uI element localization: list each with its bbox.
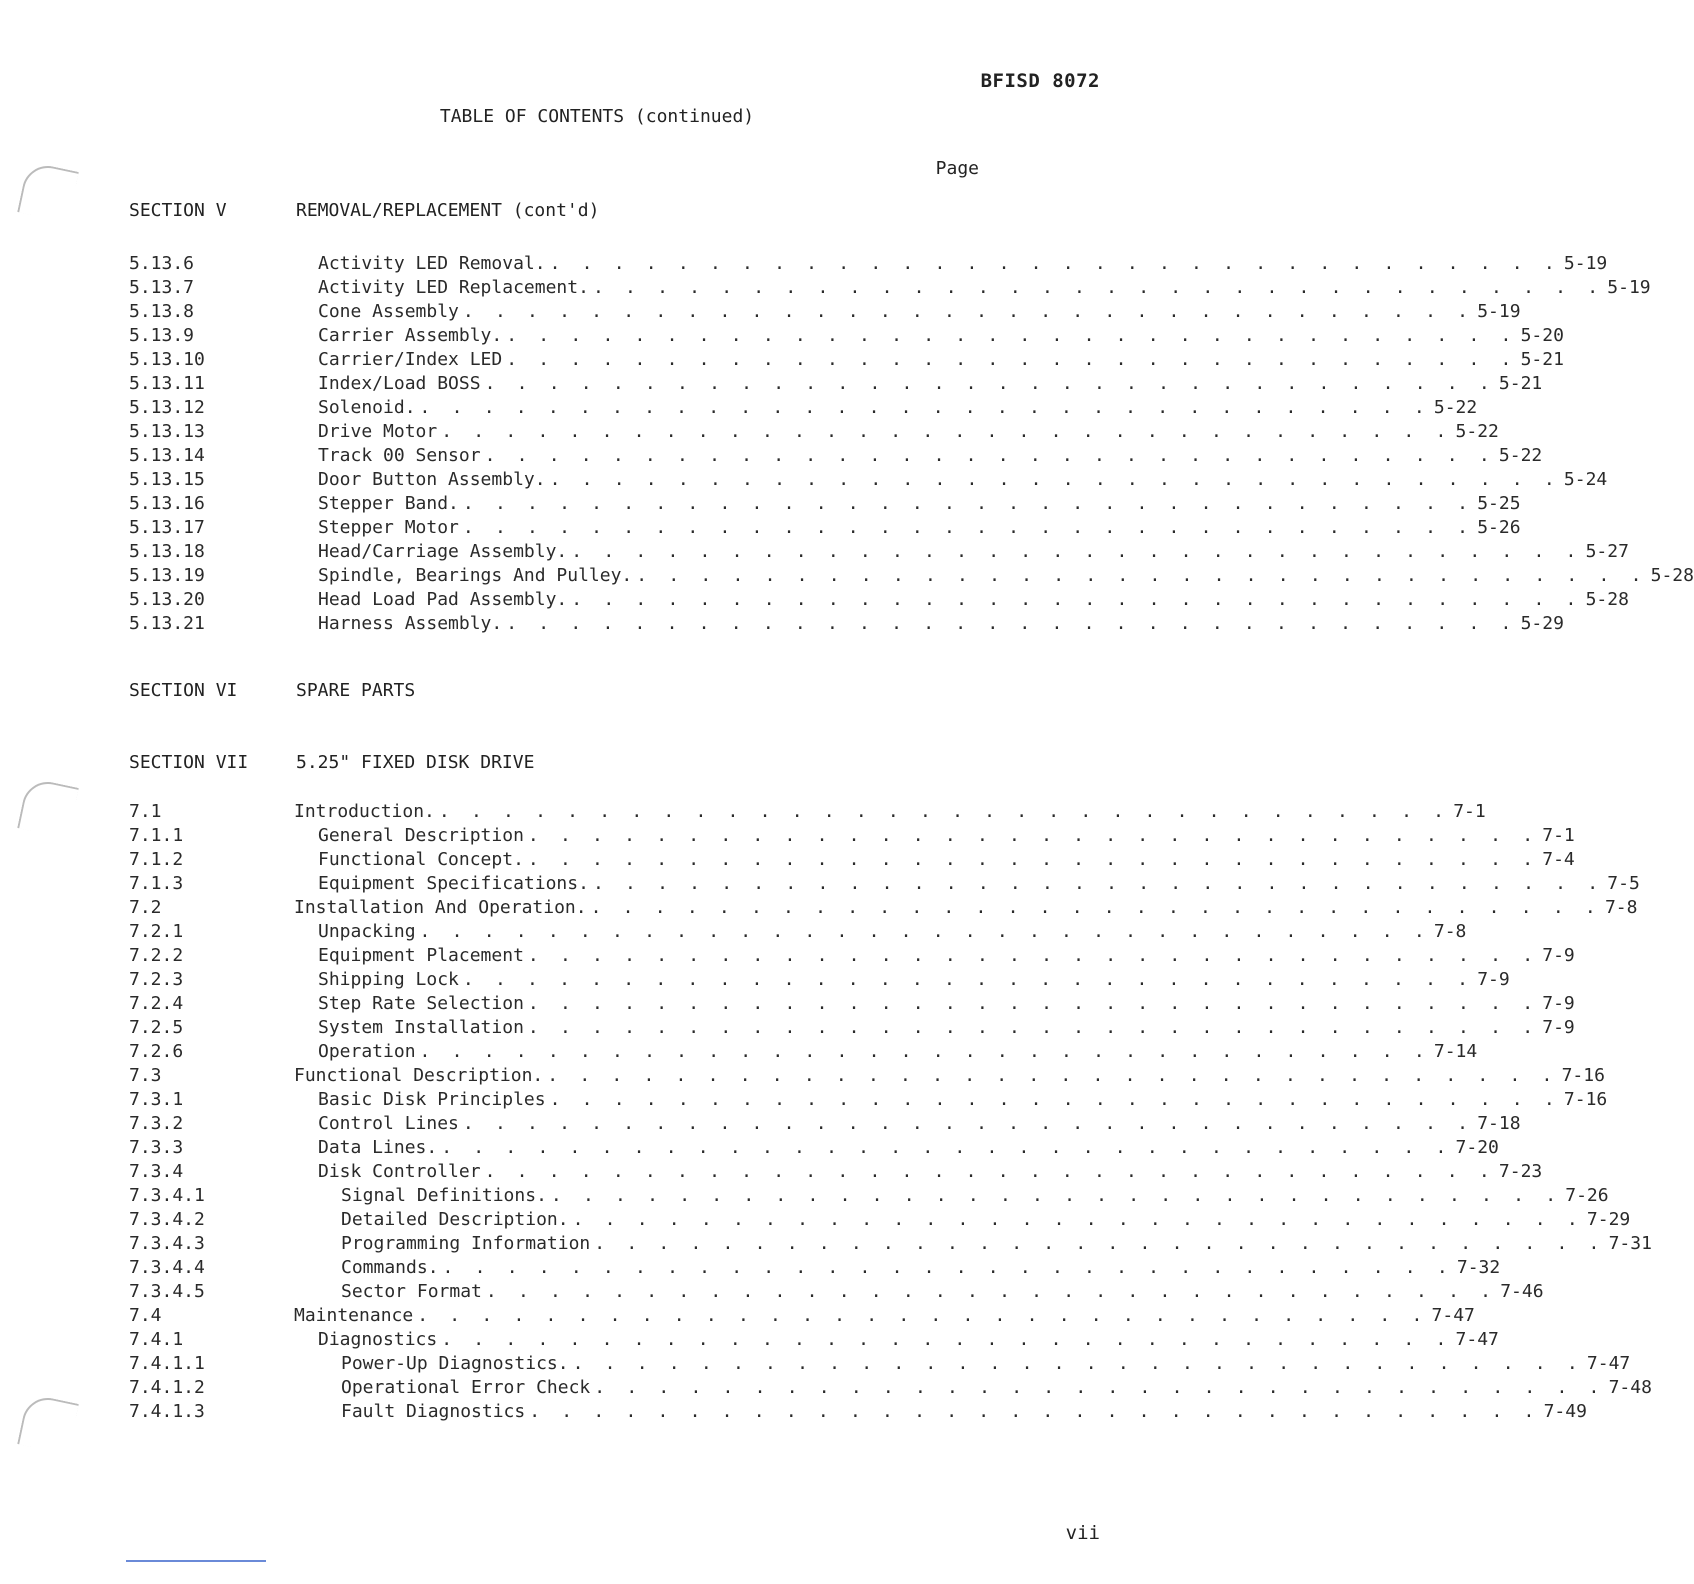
toc-entry-title: Operation	[318, 1041, 416, 1062]
toc-entry[interactable]	[129, 1400, 1587, 1424]
toc-entry-leader: . . . . . . . . . . . . . . . . . . . . . . . . . . . . . . . .	[419, 1041, 1430, 1062]
toc-entry-title: Carrier Assembly.	[318, 325, 503, 346]
toc-entry[interactable]	[129, 1256, 1501, 1280]
toc-entry-number: 7.3.4.5	[129, 1281, 205, 1302]
section-vii-title: 5.25" FIXED DISK DRIVE	[296, 752, 535, 773]
toc-entry-page: 7-9	[1477, 969, 1510, 990]
page-title: TABLE OF CONTENTS (continued)	[439, 106, 755, 127]
toc-entry-line	[318, 992, 1575, 1016]
toc-entry-number: 7.2.6	[129, 1041, 184, 1062]
toc-entry-line	[341, 1352, 1631, 1376]
toc-entry-page: 7-8	[1604, 897, 1638, 918]
toc-entry-line	[318, 324, 1564, 348]
toc-entry-title: Solenoid.	[318, 397, 416, 418]
toc-entry-line	[318, 968, 1510, 992]
toc-entry-number: 7.1.2	[129, 849, 184, 870]
toc-entry[interactable]	[129, 372, 1543, 396]
toc-entry-leader: . . . . . . . . . . . . . . . . . . . . . . . . . . . . . . . .	[592, 873, 1604, 894]
toc-entry-line	[318, 824, 1575, 848]
toc-entry-title: Control Lines	[318, 1113, 459, 1134]
toc-entry[interactable]	[129, 1016, 1575, 1040]
toc-entry-line	[318, 444, 1543, 468]
toc-entry-page: 5-27	[1585, 541, 1629, 562]
toc-entry-title: Track 00 Sensor	[318, 445, 481, 466]
toc-entry-number: 5.13.15	[129, 469, 205, 490]
toc-entry-title: Functional Description.	[294, 1065, 544, 1086]
toc-entry-page: 5-24	[1563, 469, 1608, 490]
page-column-label: Page	[935, 158, 979, 179]
toc-entry-line	[318, 468, 1608, 492]
toc-entry-title: Unpacking	[318, 921, 416, 942]
toc-entry[interactable]	[129, 1088, 1608, 1112]
toc-entry-line	[318, 276, 1651, 300]
toc-entry-number: 7.3.2	[129, 1113, 184, 1134]
toc-entry-line	[318, 564, 1694, 588]
toc-entry[interactable]	[129, 588, 1629, 612]
toc-entry-line	[318, 1040, 1478, 1064]
toc-entry-number: 5.13.20	[129, 589, 205, 610]
toc-entry-page: 7-26	[1565, 1185, 1609, 1206]
toc-entry[interactable]	[129, 1328, 1499, 1352]
toc-entry-leader: . . . . . . . . . . . . . . . . . . . . . . . . . . . . . . . .	[506, 613, 1517, 634]
toc-entry-number: 5.13.13	[129, 421, 205, 442]
toc-entry[interactable]	[129, 992, 1575, 1016]
toc-entry-line	[294, 1064, 1605, 1088]
toc-entry-page: 5-21	[1520, 349, 1564, 370]
toc-entry-line	[318, 1112, 1521, 1136]
toc-entry-number: 5.13.10	[129, 349, 205, 370]
toc-entry-line	[318, 588, 1629, 612]
section-v-label: SECTION V	[129, 200, 227, 221]
toc-entry-line	[318, 1328, 1499, 1352]
toc-entry[interactable]	[129, 1208, 1631, 1232]
toc-entry-page: 5-19	[1563, 253, 1608, 274]
toc-entry-number: 7.4.1	[129, 1329, 184, 1350]
toc-entry-leader: . . . . . . . . . . . . . . . . . . . . . . . . . . . . . . . .	[550, 1185, 1562, 1206]
toc-entry-leader: . . . . . . . . . . . . . . . . . . . . . . . . . . . . . . . .	[549, 469, 1560, 490]
toc-entry-title: General Description	[318, 825, 524, 846]
toc-entry-page: 5-21	[1498, 373, 1543, 394]
toc-entry-number: 7.1.1	[129, 825, 184, 846]
toc-entry[interactable]	[129, 540, 1629, 564]
toc-entry-title: Activity LED Replacement.	[318, 277, 589, 298]
toc-entry-number: 7.3.4.4	[129, 1257, 205, 1278]
toc-entry-leader: . . . . . . . . . . . . . . . . . . . . . . . . . . . . . . . .	[484, 1161, 1495, 1182]
toc-entry-title: Installation And Operation.	[294, 897, 587, 918]
toc-entry-line	[341, 1184, 1609, 1208]
toc-entry[interactable]	[129, 1352, 1631, 1376]
toc-entry-number: 5.13.14	[129, 445, 205, 466]
toc-entry-line	[318, 1088, 1608, 1112]
toc-entry-number: 7.4	[129, 1305, 162, 1326]
toc-entry-page: 5-19	[1477, 301, 1521, 322]
toc-entry-number: 5.13.12	[129, 397, 205, 418]
toc-entry-title: Disk Controller	[318, 1161, 481, 1182]
toc-entry-number: 7.3.3	[129, 1137, 184, 1158]
toc-entry[interactable]	[129, 276, 1651, 300]
toc-entry-title: Shipping Lock	[318, 969, 459, 990]
toc-entry-line	[341, 1256, 1501, 1280]
toc-entry[interactable]	[129, 1040, 1478, 1064]
toc-entry-title: Sector Format	[341, 1281, 482, 1302]
toc-entry-line	[318, 944, 1575, 968]
bottom-rule	[126, 1560, 266, 1562]
toc-entry[interactable]	[129, 1160, 1543, 1184]
toc-entry[interactable]	[129, 800, 1486, 824]
toc-entry-number: 7.3	[129, 1065, 162, 1086]
toc-entry[interactable]	[129, 1184, 1609, 1208]
toc-entry-number: 7.2.4	[129, 993, 184, 1014]
toc-entry[interactable]	[129, 1112, 1521, 1136]
toc-entry-number: 5.13.21	[129, 613, 205, 634]
toc-entry-title: Carrier/Index LED	[318, 349, 503, 370]
toc-entry-title: Step Rate Selection	[318, 993, 524, 1014]
toc-entry-leader: . . . . . . . . . . . . . . . . . . . . . . . . . . . . . . . .	[527, 849, 1539, 870]
toc-entry-title: Maintenance	[294, 1305, 414, 1326]
toc-entry-number: 5.13.17	[129, 517, 205, 538]
toc-entry-title: Operational Error Check	[341, 1377, 591, 1398]
toc-entry-title: Cone Assembly	[318, 301, 459, 322]
toc-entry-leader: . . . . . . . . . . . . . . . . . . . . . . . . . . . . . . . .	[549, 253, 1560, 274]
toc-entry-line	[318, 1016, 1575, 1040]
toc-entry-page: 7-46	[1500, 1281, 1544, 1302]
toc-entry-line	[294, 800, 1486, 824]
toc-entry-title: Signal Definitions.	[341, 1185, 547, 1206]
toc-entry-page: 7-49	[1543, 1401, 1587, 1422]
toc-entry-page: 5-22	[1433, 397, 1478, 418]
toc-entry-leader: . . . . . . . . . . . . . . . . . . . . . . . . . . . . . . . .	[594, 1377, 1605, 1398]
section-v-title: REMOVAL/REPLACEMENT (cont'd)	[296, 200, 600, 221]
toc-entry-number: 5.13.6	[129, 253, 195, 274]
toc-entry-number: 7.2.5	[129, 1017, 184, 1038]
toc-entry[interactable]	[129, 896, 1638, 920]
toc-entry-page: 7-47	[1586, 1353, 1631, 1374]
toc-entry-line	[318, 1160, 1543, 1184]
document-id: BFISD 8072	[980, 70, 1100, 92]
toc-entry[interactable]	[129, 468, 1608, 492]
toc-entry[interactable]	[129, 1304, 1475, 1328]
toc-entry-leader: . . . . . . . . . . . . . . . . . . . . . . . . . . . . . . . .	[527, 825, 1539, 846]
toc-entry-leader: . . . . . . . . . . . . . . . . . . . . . . . . . . . . . . . .	[462, 517, 1474, 538]
toc-entry-title: Functional Concept.	[318, 849, 524, 870]
toc-entry-leader: . . . . . . . . . . . . . . . . . . . . . . . . . . . . . . . .	[441, 1137, 1452, 1158]
toc-entry-title: Drive Motor	[318, 421, 438, 442]
toc-entry-number: 7.4.1.1	[129, 1353, 205, 1374]
section-vii-label: SECTION VII	[129, 752, 249, 773]
toc-entry-leader: . . . . . . . . . . . . . . . . . . . . . . . . . . . . . . . .	[506, 349, 1517, 370]
toc-entry[interactable]	[129, 300, 1521, 324]
toc-entry-line	[341, 1376, 1652, 1400]
toc-entry-page: 5-28	[1650, 565, 1694, 586]
toc-entry-title: Door Button Assembly.	[318, 469, 546, 490]
toc-entry-leader: . . . . . . . . . . . . . . . . . . . . . . . . . . . . . . . .	[442, 1257, 1453, 1278]
toc-entry-leader: . . . . . . . . . . . . . . . . . . . . . . . . . . . . . . . .	[572, 1209, 1583, 1230]
toc-entry[interactable]	[129, 872, 1640, 896]
toc-entry-leader: . . . . . . . . . . . . . . . . . . . . . . . . . . . . . . . .	[571, 541, 1582, 562]
toc-entry-number: 7.3.4.3	[129, 1233, 205, 1254]
toc-entry-number: 5.13.8	[129, 301, 195, 322]
toc-entry-page: 5-25	[1477, 493, 1521, 514]
toc-entry[interactable]	[129, 968, 1510, 992]
toc-entry-line	[318, 252, 1608, 276]
toc-entry-leader: . . . . . . . . . . . . . . . . . . . . . . . . . . . . . . . .	[485, 1281, 1497, 1302]
toc-entry-leader: . . . . . . . . . . . . . . . . . . . . . . . . . . . . . . . .	[484, 445, 1495, 466]
toc-entry-number: 5.13.19	[129, 565, 205, 586]
toc-entry-title: Harness Assembly.	[318, 613, 503, 634]
toc-entry-title: Diagnostics	[318, 1329, 438, 1350]
toc-entry-title: Detailed Description.	[341, 1209, 569, 1230]
toc-entry-page: 7-1	[1453, 801, 1486, 822]
toc-entry-title: Introduction.	[294, 801, 435, 822]
toc-entry[interactable]	[129, 444, 1543, 468]
toc-entry-title: System Installation	[318, 1017, 524, 1038]
toc-entry-line	[318, 420, 1499, 444]
toc-entry-line	[318, 1136, 1499, 1160]
toc-entry-line	[318, 492, 1521, 516]
toc-entry-page: 7-32	[1456, 1257, 1501, 1278]
toc-entry-page: 7-31	[1608, 1233, 1652, 1254]
toc-entry-leader: . . . . . . . . . . . . . . . . . . . . . . . . . . . . . . . .	[419, 397, 1430, 418]
toc-entry-page: 7-23	[1498, 1161, 1543, 1182]
toc-entry[interactable]	[129, 396, 1478, 420]
toc-entry[interactable]	[129, 944, 1575, 968]
toc-entry-page: 7-5	[1607, 873, 1640, 894]
toc-entry-number: 7.3.4.2	[129, 1209, 205, 1230]
section-vi-title: SPARE PARTS	[296, 680, 416, 701]
toc-entry-page: 7-47	[1431, 1305, 1475, 1326]
section-v-entries	[129, 252, 1694, 636]
toc-entry-line	[318, 540, 1629, 564]
toc-entry-page: 5-29	[1520, 613, 1564, 634]
toc-entry-line	[294, 1304, 1475, 1328]
toc-entry-line	[341, 1232, 1652, 1256]
toc-entry-title: Head/Carriage Assembly.	[318, 541, 568, 562]
toc-entry-leader: . . . . . . . . . . . . . . . . . . . . . . . . . . . . . . . .	[462, 301, 1474, 322]
toc-entry-number: 7.1	[129, 801, 162, 822]
toc-entry-leader: . . . . . . . . . . . . . . . . . . . . . . . . . . . . . . . .	[462, 1113, 1474, 1134]
toc-entry-page: 7-29	[1586, 1209, 1631, 1230]
toc-entry-number: 7.1.3	[129, 873, 184, 894]
toc-entry-number: 5.13.9	[129, 325, 195, 346]
toc-entry-leader: . . . . . . . . . . . . . . . . . . . . . . . . . . . . . . . .	[636, 565, 1647, 586]
toc-entry-leader: . . . . . . . . . . . . . . . . . . . . . . . . . . . . . . . .	[506, 325, 1517, 346]
section-vii-entries	[129, 800, 1652, 1424]
toc-entry-leader: . . . . . . . . . . . . . . . . . . . . . . . . . . . . . . . .	[419, 921, 1430, 942]
toc-entry-line	[318, 848, 1575, 872]
toc-entry-leader: . . . . . . . . . . . . . . . . . . . . . . . . . . . . . . . .	[441, 1329, 1452, 1350]
toc-entry[interactable]	[129, 516, 1521, 540]
toc-entry[interactable]	[129, 420, 1499, 444]
toc-entry-title: Fault Diagnostics	[341, 1401, 526, 1422]
toc-entry-leader: . . . . . . . . . . . . . . . . . . . . . . . . . . . . . . . .	[484, 373, 1495, 394]
toc-entry-page: 7-4	[1542, 849, 1575, 870]
toc-entry-leader: . . . . . . . . . . . . . . . . . . . . . . . . . . . . . . . .	[594, 1233, 1605, 1254]
toc-entry-title: Programming Information	[341, 1233, 591, 1254]
toc-entry-page: 5-28	[1585, 589, 1629, 610]
toc-entry-page: 5-22	[1455, 421, 1499, 442]
toc-entry-number: 7.4.1.3	[129, 1401, 205, 1422]
toc-entry-page: 7-18	[1477, 1113, 1521, 1134]
toc-entry-number: 7.3.4.1	[129, 1185, 205, 1206]
toc-entry-number: 7.2.3	[129, 969, 184, 990]
binder-hole-top	[17, 161, 79, 223]
toc-entry-leader: . . . . . . . . . . . . . . . . . . . . . . . . . . . . . . . .	[572, 1353, 1583, 1374]
toc-entry[interactable]	[129, 492, 1521, 516]
toc-entry-page: 5-22	[1498, 445, 1543, 466]
toc-entry-page: 7-16	[1561, 1065, 1605, 1086]
toc-entry-line	[318, 372, 1543, 396]
section-vi-label: SECTION VI	[129, 680, 238, 701]
toc-entry-title: Power-Up Diagnostics.	[341, 1353, 569, 1374]
toc-entry-line	[318, 516, 1521, 540]
toc-entry[interactable]	[129, 564, 1694, 588]
toc-entry-title: Equipment Specifications.	[318, 873, 589, 894]
toc-entry-number: 7.2	[129, 897, 162, 918]
toc-entry[interactable]	[129, 612, 1564, 636]
toc-entry[interactable]	[129, 348, 1564, 372]
toc-entry-leader: . . . . . . . . . . . . . . . . . . . . . . . . . . . . . . . .	[462, 493, 1474, 514]
toc-entry-page: 7-48	[1608, 1377, 1652, 1398]
toc-entry-title: Head Load Pad Assembly.	[318, 589, 568, 610]
toc-entry-number: 5.13.11	[129, 373, 205, 394]
toc-entry[interactable]	[129, 1064, 1605, 1088]
toc-entry-page: 7-47	[1455, 1329, 1499, 1350]
toc-entry-page: 7-8	[1433, 921, 1467, 942]
binder-hole-middle	[17, 777, 79, 839]
toc-entry-page: 7-9	[1542, 1017, 1575, 1038]
toc-entry[interactable]	[129, 324, 1564, 348]
page-number: vii	[1065, 1522, 1100, 1544]
toc-entry-page: 7-16	[1563, 1089, 1608, 1110]
toc-entry[interactable]	[129, 252, 1608, 276]
toc-entry[interactable]	[129, 848, 1575, 872]
toc-entry-title: Index/Load BOSS	[318, 373, 481, 394]
toc-entry-line	[318, 396, 1478, 420]
toc-entry-page: 7-20	[1455, 1137, 1499, 1158]
toc-entry-leader: . . . . . . . . . . . . . . . . . . . . . . . . . . . . . . . .	[571, 589, 1582, 610]
toc-entry-title: Activity LED Removal.	[318, 253, 546, 274]
binder-hole-bottom	[17, 1393, 79, 1455]
toc-entry-page: 7-9	[1542, 993, 1575, 1014]
toc-entry-leader: . . . . . . . . . . . . . . . . . . . . . . . . . . . . . . . .	[590, 897, 1601, 918]
toc-entry-leader: . . . . . . . . . . . . . . . . . . . . . . . . . . . . . . . .	[438, 801, 1450, 822]
toc-entry-title: Commands.	[341, 1257, 439, 1278]
toc-entry-line	[294, 896, 1638, 920]
toc-entry[interactable]	[129, 1376, 1652, 1400]
toc-entry-page: 5-20	[1520, 325, 1564, 346]
toc-entry-page: 7-9	[1542, 945, 1575, 966]
toc-entry-leader: . . . . . . . . . . . . . . . . . . . . . . . . . . . . . . . .	[527, 1017, 1539, 1038]
toc-entry-leader: . . . . . . . . . . . . . . . . . . . . . . . . . . . . . . . .	[417, 1305, 1428, 1326]
toc-entry-leader: . . . . . . . . . . . . . . . . . . . . . . . . . . . . . . . .	[527, 993, 1539, 1014]
toc-entry-leader: . . . . . . . . . . . . . . . . . . . . . . . . . . . . . . . .	[441, 421, 1452, 442]
toc-entry-leader: . . . . . . . . . . . . . . . . . . . . . . . . . . . . . . . .	[549, 1089, 1560, 1110]
toc-entry-number: 7.2.1	[129, 921, 184, 942]
toc-entry-page: 7-1	[1542, 825, 1575, 846]
toc-entry-number: 7.3.4	[129, 1161, 184, 1182]
toc-entry-title: Data Lines.	[318, 1137, 438, 1158]
toc-entry[interactable]	[129, 1280, 1544, 1304]
toc-entry-line	[341, 1280, 1544, 1304]
toc-entry-number: 7.3.1	[129, 1089, 184, 1110]
toc-entry-line	[341, 1208, 1631, 1232]
toc-entry[interactable]	[129, 824, 1575, 848]
toc-entry-leader: . . . . . . . . . . . . . . . . . . . . . . . . . . . . . . . .	[527, 945, 1539, 966]
toc-entry-title: Stepper Motor	[318, 517, 459, 538]
toc-entry-title: Basic Disk Principles	[318, 1089, 546, 1110]
toc-entry-line	[341, 1400, 1587, 1424]
toc-entry-leader: . . . . . . . . . . . . . . . . . . . . . . . . . . . . . . . .	[547, 1065, 1558, 1086]
toc-entry-line	[318, 872, 1640, 896]
toc-entry-leader: . . . . . . . . . . . . . . . . . . . . . . . . . . . . . . . .	[592, 277, 1604, 298]
toc-entry-page: 5-26	[1477, 517, 1521, 538]
toc-entry-number: 5.13.18	[129, 541, 205, 562]
toc-entry-title: Stepper Band.	[318, 493, 459, 514]
toc-entry-page: 5-19	[1607, 277, 1651, 298]
toc-entry-leader: . . . . . . . . . . . . . . . . . . . . . . . . . . . . . . . .	[462, 969, 1474, 990]
toc-entry-leader: . . . . . . . . . . . . . . . . . . . . . . . . . . . . . . . .	[529, 1401, 1540, 1422]
toc-entry[interactable]	[129, 920, 1467, 944]
toc-entry[interactable]	[129, 1136, 1499, 1160]
toc-entry-number: 5.13.16	[129, 493, 205, 514]
toc-entry-title: Equipment Placement	[318, 945, 524, 966]
toc-entry-number: 5.13.7	[129, 277, 195, 298]
toc-entry-number: 7.2.2	[129, 945, 184, 966]
toc-entry-line	[318, 920, 1467, 944]
toc-entry-page: 7-14	[1433, 1041, 1478, 1062]
toc-entry-line	[318, 612, 1564, 636]
toc-entry[interactable]	[129, 1232, 1652, 1256]
toc-entry-line	[318, 348, 1564, 372]
toc-entry-title: Spindle, Bearings And Pulley.	[318, 565, 633, 586]
toc-entry-line	[318, 300, 1521, 324]
toc-entry-number: 7.4.1.2	[129, 1377, 205, 1398]
